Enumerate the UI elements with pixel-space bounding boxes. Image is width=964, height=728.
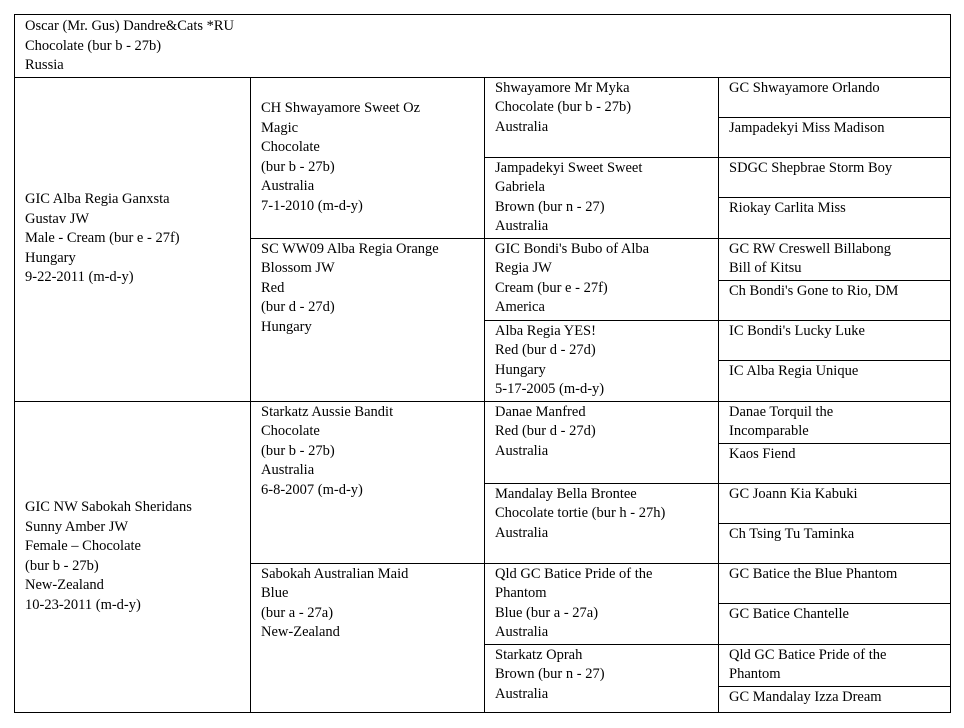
- sdd-line-3: Hungary: [495, 361, 546, 378]
- ss-line-6: 7-1-2010 (m-d-y): [261, 197, 363, 214]
- ddds-line-2: Phantom: [729, 666, 781, 682]
- dd-line-2: Blue: [261, 585, 289, 601]
- dss-line-1: Danae Manfred: [495, 403, 586, 420]
- sire-line-1: GIC Alba Regia Ganxsta: [25, 191, 170, 208]
- sire-dam-cell: [251, 238, 485, 401]
- ssd-line-2: Gabriela: [495, 179, 545, 195]
- dsd-cell: [485, 483, 719, 563]
- dssd-cell: [719, 443, 951, 483]
- dam-sire-cell: [251, 401, 485, 563]
- dds-line-1: Qld GC Batice Pride of the: [495, 565, 653, 582]
- ddsd-name: GC Batice Chantelle: [729, 606, 849, 622]
- dd-line-1: Sabokah Australian Maid: [261, 565, 409, 582]
- sssd-name: Jampadekyi Miss Madison: [729, 119, 885, 136]
- dsds-cell: [719, 483, 951, 523]
- subject-cell: [15, 15, 951, 78]
- ssss-cell: [719, 77, 951, 117]
- dssd-name: Kaos Fiend: [729, 445, 796, 462]
- sd-line-2: Blossom JW: [261, 260, 335, 276]
- sds-line-4: America: [495, 299, 545, 315]
- dddd-name: GC Mandalay Izza Dream: [729, 688, 882, 705]
- ddss-name: GC Batice the Blue Phantom: [729, 565, 898, 582]
- pedigree-table: [14, 14, 951, 713]
- ds-line-1: Starkatz Aussie Bandit: [261, 403, 394, 420]
- ddd-line-2: Brown (bur n - 27): [495, 666, 605, 682]
- sd-line-1: SC WW09 Alba Regia Orange: [261, 240, 439, 257]
- dss-line-2: Red (bur d - 27d): [495, 423, 596, 439]
- sd-line-5: Hungary: [261, 318, 312, 335]
- sire-sire-cell: [251, 77, 485, 238]
- dam-line-1: GIC NW Sabokah Sheridans: [25, 499, 192, 515]
- sd-line-3: Red: [261, 279, 285, 296]
- dam-line-2: Sunny Amber JW: [25, 518, 129, 535]
- sddd-cell: [719, 361, 951, 402]
- dsdd-name: Ch Tsing Tu Taminka: [729, 525, 855, 542]
- dam-line-6: 10-23-2011 (m-d-y): [25, 596, 141, 613]
- dds-line-4: Australia: [495, 624, 549, 640]
- sire-line-4: Hungary: [25, 249, 76, 266]
- ddd-line-3: Australia: [495, 685, 549, 702]
- sds-line-1: GIC Bondi's Bubo of Alba: [495, 240, 650, 257]
- dsss-line-2: Incomparable: [729, 423, 809, 439]
- dam-line-4: (bur b - 27b): [25, 557, 99, 574]
- dsss-cell: [719, 401, 951, 443]
- dds-line-2: Phantom: [495, 585, 547, 601]
- dsdd-cell: [719, 523, 951, 563]
- ssss-name: GC Shwayamore Orlando: [729, 79, 880, 96]
- dds-line-3: Blue (bur a - 27a): [495, 604, 599, 621]
- ds-line-2: Chocolate: [261, 423, 320, 439]
- sire-cell: [15, 77, 251, 401]
- dd-line-3: (bur a - 27a): [261, 604, 334, 621]
- dss-line-3: Australia: [495, 442, 549, 459]
- dsss-line-1: Danae Torquil the: [729, 403, 834, 420]
- dss-cell: [485, 401, 719, 483]
- sdd-line-2: Red (bur d - 27d): [495, 342, 596, 358]
- ss-line-3: Chocolate: [261, 139, 320, 155]
- sdd-cell: [485, 320, 719, 401]
- ds-line-4: Australia: [261, 462, 315, 478]
- ddss-cell: [719, 563, 951, 604]
- sd-line-4: (bur d - 27d): [261, 299, 335, 315]
- sdds-name: IC Bondi's Lucky Luke: [729, 322, 865, 339]
- dam-line-5: New-Zealand: [25, 577, 104, 593]
- ds-line-5: 6-8-2007 (m-d-y): [261, 481, 363, 498]
- ssd-cell: [485, 157, 719, 238]
- sds-cell: [485, 238, 719, 320]
- sdd-line-1: Alba Regia YES!: [495, 322, 596, 339]
- ss-line-4: (bur b - 27b): [261, 158, 335, 175]
- sire-line-3: Male - Cream (bur e - 27f): [25, 230, 180, 247]
- dddd-cell: [719, 686, 951, 712]
- ssds-name: SDGC Shepbrae Storm Boy: [729, 159, 893, 176]
- sssd-cell: [719, 117, 951, 157]
- ddd-line-1: Starkatz Oprah: [495, 646, 583, 663]
- dsd-line-2: Chocolate tortie (bur h - 27h): [495, 505, 666, 521]
- sss-line-2: Chocolate (bur b - 27b): [495, 99, 632, 115]
- ssd-line-3: Brown (bur n - 27): [495, 198, 605, 215]
- ddd-cell: [485, 644, 719, 712]
- sdds-cell: [719, 320, 951, 361]
- ss-line-5: Australia: [261, 178, 315, 194]
- subject-color: Chocolate (bur b - 27b): [25, 37, 162, 54]
- sds-line-2: Regia JW: [495, 260, 552, 276]
- ssdd-cell: [719, 198, 951, 239]
- sire-line-2: Gustav JW: [25, 210, 90, 227]
- sss-line-1: Shwayamore Mr Myka: [495, 79, 630, 96]
- ss-line-2: Magic: [261, 119, 299, 136]
- ss-line-1: CH Shwayamore Sweet Oz: [261, 100, 421, 116]
- dsd-line-3: Australia: [495, 524, 549, 541]
- dam-cell: [15, 401, 251, 712]
- ddds-line-1: Qld GC Batice Pride of the: [729, 646, 887, 663]
- dsd-line-1: Mandalay Bella Brontee: [495, 485, 637, 502]
- sdss-line-2: Bill of Kitsu: [729, 260, 802, 276]
- sdd-line-4: 5-17-2005 (m-d-y): [495, 381, 605, 397]
- ds-line-3: (bur b - 27b): [261, 442, 335, 459]
- dam-line-3: Female – Chocolate: [25, 538, 141, 554]
- sss-line-3: Australia: [495, 118, 549, 135]
- sss-cell: [485, 77, 719, 157]
- ssd-line-1: Jampadekyi Sweet Sweet: [495, 159, 643, 176]
- sdss-line-1: GC RW Creswell Billabong: [729, 240, 892, 257]
- sdss-cell: [719, 238, 951, 280]
- dam-dam-cell: [251, 563, 485, 712]
- sdsd-cell: [719, 280, 951, 320]
- ssdd-name: Riokay Carlita Miss: [729, 200, 846, 216]
- sddd-name: IC Alba Regia Unique: [729, 363, 859, 379]
- ddsd-cell: [719, 604, 951, 645]
- dd-line-4: New-Zealand: [261, 624, 340, 640]
- sire-line-5: 9-22-2011 (m-d-y): [25, 269, 134, 286]
- dsds-name: GC Joann Kia Kabuki: [729, 485, 858, 502]
- subject-name: Oscar (Mr. Gus) Dandre&Cats *RU: [25, 18, 235, 34]
- sds-line-3: Cream (bur e - 27f): [495, 279, 608, 296]
- sdsd-name: Ch Bondi's Gone to Rio, DM: [729, 282, 899, 299]
- ddds-cell: [719, 644, 951, 686]
- ssd-line-4: Australia: [495, 218, 549, 234]
- dds-cell: [485, 563, 719, 644]
- subject-country: Russia: [25, 57, 64, 73]
- ssds-cell: [719, 157, 951, 198]
